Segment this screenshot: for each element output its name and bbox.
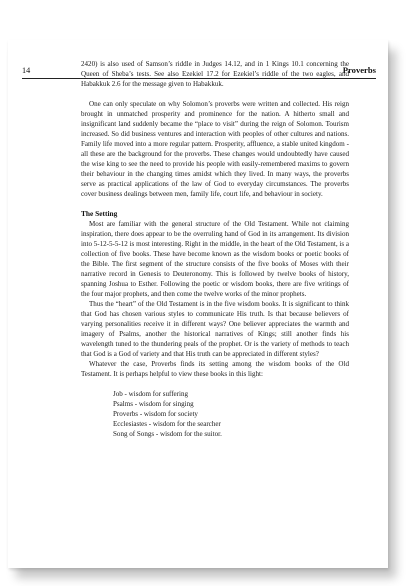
- paragraph-heart: Thus the “heart” of the Old Testament is in the five wisdom books. It is significant to think that God has chosen various styles to communicate His truth. Is that because believers of varying personalities receive it in different ways? One believer appreciates the warmth and imagery of Psalms, another the historical narratives of Kings; still another finds his wavelength tuned to the thundering peals of the prophet. Or is the variety of methods to teach that God is a God of variety and that His truth can be appreciated in different styles?: [81, 300, 349, 358]
- body-text: [81, 59, 349, 439]
- list-item: Job - wisdom for suffering: [113, 390, 189, 398]
- list-item: Psalms - wisdom for singing: [113, 400, 194, 408]
- running-title: Proverbs: [342, 65, 376, 75]
- paragraph-whatever: Whatever the case, Proverbs finds its setting among the wisdom books of the Old Testament. It is perhaps helpful to view these books in this light:: [81, 360, 349, 378]
- list-item: Song of Songs - wisdom for the suitor.: [113, 430, 222, 438]
- section-heading: The Setting: [81, 209, 118, 218]
- list-item: Ecclesiastes - wisdom for the searcher: [113, 420, 221, 428]
- wisdom-books-list: [81, 389, 349, 439]
- paragraph-structure: Most are familiar with the general structure of the Old Testament. While not claiming inspiration, there does appear to be the overruling hand of God in its arrangement. Its division into 5-12-5-5-12 is most interesting. Right in the middle, in the heart of the Old Testament, is a collection of five books. These have become known as the wisdom books or poetic books of the Bible. The first segment of the structure consists of the five books of Moses with their narrative record in Genesis to Deuteronomy. This is followed by twelve books of history, spanning Joshua to Esther. Following the poetic or wisdom books, there are five writings of the four major prophets, and then come the twelve works of the minor prophets.: [81, 220, 349, 298]
- list-item: Proverbs - wisdom for society: [113, 410, 198, 418]
- page-number: 14: [22, 66, 31, 75]
- paragraph-continuation: 2420) is also used of Samson’s riddle in Judges 14.12, and in 1 Kings 10.1 concerning the Queen of Sheba’s tests. See also Ezekiel 17.2 for Ezekiel’s riddle of the two eagles, and Habakkuk 2.6 for the message given to Habakkuk.: [81, 60, 349, 88]
- paragraph-speculation: One can only speculate on why Solomon’s proverbs were written and collected. His reign brought in unmatched prosperity and prominence for the nation. A hitherto small and insignificant land suddenly became the “place to visit” during the reign of Solomon. Tourism increased. So did business ventures and interaction with peoples of other cultures and nations. Family life moved into a more regular pattern. Prosperity, affluence, a stable united kingdom - all these are the background for the proverbs. These changes would undoubtedly have caused the wise king to see the need to provide his people with easily-remembered maxims to govern their behaviour in the changing times amidst which they lived. In many ways, the proverbs serve as practical applications of the law of God to everyday circumstances. The proverbs cover business dealings between men, family life, court life, and behaviour in society.: [81, 100, 349, 198]
